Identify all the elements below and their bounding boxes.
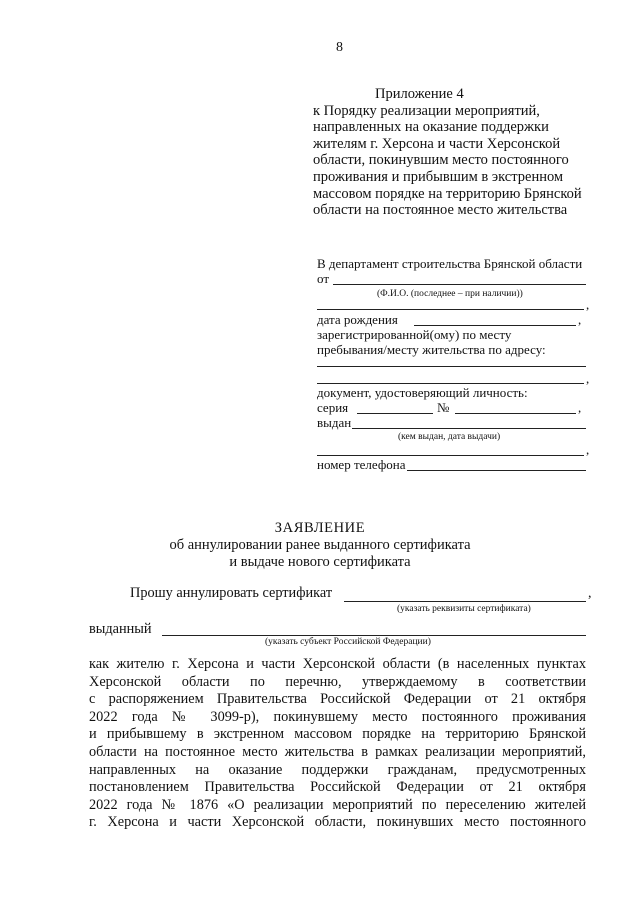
fio-hint: (Ф.И.О. (последнее – при наличии)): [377, 289, 523, 299]
body-line: г. Херсона и части Херсонской области, покинувших место постоянного: [89, 814, 586, 831]
body-line: постановлением Правительства Российской Федерации от 21 октября: [89, 779, 586, 796]
body-line: как жителю г. Херсона и части Херсонской области (в населенных пунктах: [89, 656, 586, 672]
body-line: с распоряжением Правительства Российской Федерации от 21 октября: [89, 691, 586, 708]
birth-date-label: дата рождения: [317, 312, 398, 327]
registration-label: зарегистрированной(ому) по месту: [317, 327, 512, 342]
issued-by-label: выданный: [89, 621, 152, 637]
body-line: области на постоянное место жительства в рамках реализации мероприятий,: [89, 743, 586, 760]
issued-field[interactable]: [352, 428, 586, 429]
comma: ,: [586, 442, 590, 457]
body-line: направленных на оказание поддержки гражданам, предусмотренных: [89, 761, 586, 778]
phone-label: номер телефона: [317, 457, 406, 472]
issuing-region-field[interactable]: [162, 635, 586, 636]
registration-label: пребывания/месту жительства по адресу:: [317, 342, 546, 357]
number-label: №: [437, 400, 450, 415]
comma: ,: [588, 586, 592, 601]
body-line: 2022 года № 3099-р), покинувшему место постоянного проживания: [89, 708, 586, 725]
page-number: 8: [336, 40, 343, 55]
comma: ,: [586, 371, 590, 386]
certificate-details-hint: (указать реквизиты сертификата): [397, 604, 531, 614]
fio-field[interactable]: [333, 284, 586, 285]
appendix-line: области на постоянное место жительства: [313, 202, 568, 219]
number-field[interactable]: [455, 413, 576, 414]
body-line: 2022 года № 1876 «О реализации мероприятий по переселению жителей: [89, 796, 586, 813]
statement-title: ЗАЯВЛЕНИЕ: [274, 520, 366, 536]
statement-subtitle: и выдаче нового сертификата: [229, 554, 411, 570]
appendix-line: массовом порядке на территорию Брянской: [313, 185, 582, 202]
request-label: Прошу аннулировать сертификат: [130, 585, 333, 601]
comma: ,: [578, 312, 582, 327]
appendix-line: направленных на оказание поддержки: [313, 119, 549, 136]
addressee: В департамент строительства Брянской области: [317, 256, 583, 271]
issued-label: выдан: [317, 415, 352, 430]
appendix-title: Приложение 4: [375, 86, 464, 102]
fio-continuation-field[interactable]: [317, 309, 584, 310]
statement-subtitle: об аннулировании ранее выданного сертификата: [169, 537, 471, 553]
birth-date-field[interactable]: [414, 325, 576, 326]
statement-body: [89, 656, 586, 832]
appendix-line: к Порядку реализации мероприятий,: [313, 102, 540, 119]
phone-field[interactable]: [407, 470, 586, 471]
appendix-header: [313, 86, 582, 219]
comma: ,: [586, 297, 590, 312]
body-line: Херсонской области по перечню, утверждаемому в соответствии: [89, 673, 586, 690]
certificate-details-field[interactable]: [344, 601, 586, 602]
body-line: и прибывшему в экстренном массовом порядке на территорию Брянской: [89, 726, 586, 743]
document-label: документ, удостоверяющий личность:: [317, 385, 528, 400]
appendix-line: проживания и прибывшим в экстренном: [313, 168, 564, 185]
from-label: от: [317, 271, 330, 286]
address-field[interactable]: [317, 383, 584, 384]
appendix-line: области, покинувшим место постоянного: [313, 152, 569, 169]
series-label: серия: [317, 400, 349, 415]
issued-continuation-field[interactable]: [317, 455, 584, 456]
appendix-line: жителям г. Херсона и части Херсонской: [313, 135, 561, 152]
issued-hint: (кем выдан, дата выдачи): [398, 432, 501, 442]
address-field[interactable]: [317, 366, 586, 367]
comma: ,: [578, 400, 582, 415]
issuing-region-hint: (указать субъект Российской Федерации): [265, 637, 431, 647]
series-field[interactable]: [357, 413, 433, 414]
